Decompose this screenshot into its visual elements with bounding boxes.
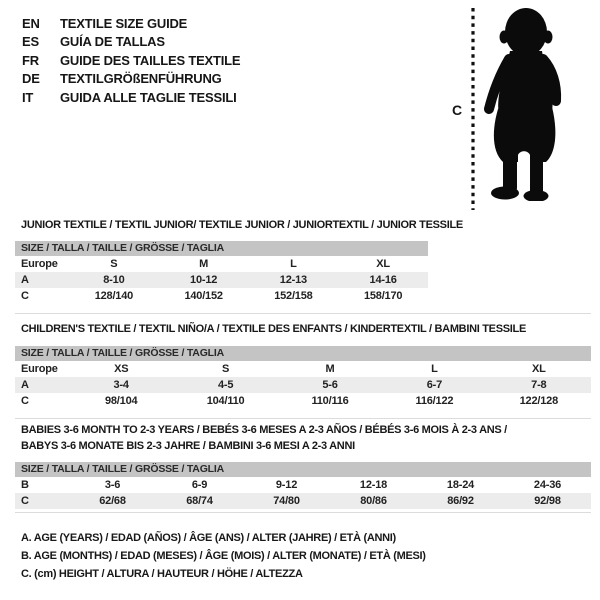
table-cell: XS <box>114 363 129 375</box>
row-label: B <box>21 479 29 491</box>
table-cell: 122/128 <box>519 395 559 407</box>
table-cell: 104/110 <box>206 395 245 407</box>
row-label: Europe <box>21 258 58 270</box>
table-cell: 98/104 <box>104 395 138 407</box>
table-row <box>15 493 591 509</box>
table-row <box>15 256 428 272</box>
dashed-height-line <box>471 8 475 210</box>
babies-title-line2: BABYS 3-6 MONATE BIS 2-3 JAHRE / BAMBINI 3-6 MESI A 2-3 ANNI <box>21 439 355 452</box>
children-section-title: CHILDREN'S TEXTILE / TEXTIL NIÑO/A / TEXTILE DES ENFANTS / KINDERTEXTIL / BAMBINI TESSILE <box>21 323 526 335</box>
lang-title: GUÍA DE TALLAS <box>60 34 165 50</box>
lang-row-es <box>22 33 240 51</box>
babies-size-table <box>15 462 591 509</box>
table-cell: 152/158 <box>274 290 313 302</box>
section-divider <box>15 313 591 314</box>
row-label: C <box>21 395 29 407</box>
table-cell: S <box>222 363 230 375</box>
table-cell: 10-12 <box>190 274 218 286</box>
table-cell: 74/80 <box>273 495 300 507</box>
table-cell: M <box>325 363 335 375</box>
lang-code: ES <box>22 34 39 50</box>
table-cell: 128/140 <box>94 290 134 302</box>
table-cell: 8-10 <box>103 274 125 286</box>
size-header-bar: SIZE / TALLA / TAILLE / GRÖSSE / TAGLIA <box>15 346 591 361</box>
table-cell: L <box>290 258 297 270</box>
lang-code: EN <box>22 16 40 31</box>
table-cell: 12-13 <box>279 274 307 286</box>
table-cell: M <box>199 258 209 270</box>
footnote-b: B. AGE (MONTHS) / EDAD (MESES) / ÂGE (MOIS) / ALTER (MONATE) / ETÀ (MESI) <box>21 550 426 563</box>
table-cell: 7-8 <box>531 379 547 391</box>
section-divider <box>15 418 591 419</box>
table-cell: S <box>110 258 118 270</box>
table-cell: 12-18 <box>359 479 388 491</box>
table-cell: 4-5 <box>217 379 234 391</box>
footnote-c: C. (cm) HEIGHT / ALTURA / HAUTEUR / HÖHE / ALTEZZA <box>21 568 303 581</box>
row-label: Europe <box>21 363 58 375</box>
footnotes <box>21 529 426 584</box>
row-label: C <box>21 290 29 302</box>
table-cell: XL <box>532 363 546 375</box>
table-row <box>15 272 428 288</box>
lang-title: GUIDE DES TAILLES TEXTILE <box>60 52 241 68</box>
table-row <box>15 477 591 493</box>
children-size-table <box>15 346 591 409</box>
table-cell: 92/98 <box>534 495 561 507</box>
section-divider <box>15 512 591 513</box>
table-cell: 5-6 <box>322 379 338 391</box>
table-cell: 18-24 <box>446 479 475 491</box>
baby-silhouette-icon <box>482 7 568 201</box>
table-cell: 140/152 <box>184 290 223 302</box>
lang-title: GUIDA ALLE TAGLIE TESSILI <box>60 89 237 105</box>
lang-code: IT <box>22 89 34 105</box>
junior-size-table <box>15 241 428 304</box>
row-label: A <box>21 379 29 391</box>
table-row <box>15 393 591 409</box>
table-cell: 3-6 <box>104 479 121 491</box>
babies-title-line1: BABIES 3-6 MONTH TO 2-3 YEARS / BEBÉS 3-6 MESES A 2-3 AÑOS / BÉBÉS 3-6 MOIS À 2-3 ANS / <box>21 424 507 436</box>
babies-section-title <box>21 423 507 454</box>
table-row <box>15 377 591 393</box>
table-cell: L <box>431 363 438 375</box>
table-cell: 110/116 <box>311 395 349 407</box>
junior-section-title: JUNIOR TEXTILE / TEXTIL JUNIOR/ TEXTILE JUNIOR / JUNIORTEXTIL / JUNIOR TESSILE <box>21 219 463 231</box>
table-cell: 6-7 <box>426 379 443 391</box>
table-cell: 80/86 <box>360 495 387 507</box>
height-measure-label: C <box>452 102 463 118</box>
lang-code: DE <box>22 71 40 87</box>
footnote-a: A. AGE (YEARS) / EDAD (AÑOS) / ÂGE (ANS) / ALTER (JAHRE) / ETÀ (ANNI) <box>21 532 396 544</box>
table-cell: 9-12 <box>275 479 298 491</box>
lang-row-en <box>22 15 240 33</box>
lang-row-fr <box>22 52 240 70</box>
row-label: A <box>21 274 29 286</box>
size-header-bar: SIZE / TALLA / TAILLE / GRÖSSE / TAGLIA <box>15 241 428 256</box>
table-row <box>15 361 591 377</box>
table-row <box>15 288 428 304</box>
lang-title: TEXTILE SIZE GUIDE <box>60 16 188 31</box>
table-cell: 68/74 <box>186 495 213 507</box>
table-cell: 116/122 <box>415 395 454 407</box>
table-cell: 62/68 <box>99 495 126 507</box>
language-header <box>22 15 240 107</box>
lang-code: FR <box>22 52 39 68</box>
table-cell: 24-36 <box>533 479 562 491</box>
size-header-bar: SIZE / TALLA / TAILLE / GRÖSSE / TAGLIA <box>15 462 591 477</box>
table-cell: 6-9 <box>191 479 208 491</box>
table-cell: 3-4 <box>113 379 129 391</box>
table-cell: 86/92 <box>447 495 474 507</box>
lang-row-de <box>22 70 240 88</box>
lang-title: TEXTILGRÖßENFÜHRUNG <box>60 71 222 87</box>
table-cell: XL <box>376 258 390 270</box>
table-cell: 14-16 <box>369 274 397 286</box>
lang-row-it <box>22 89 240 107</box>
table-cell: 158/170 <box>363 290 403 302</box>
row-label: C <box>21 495 29 507</box>
